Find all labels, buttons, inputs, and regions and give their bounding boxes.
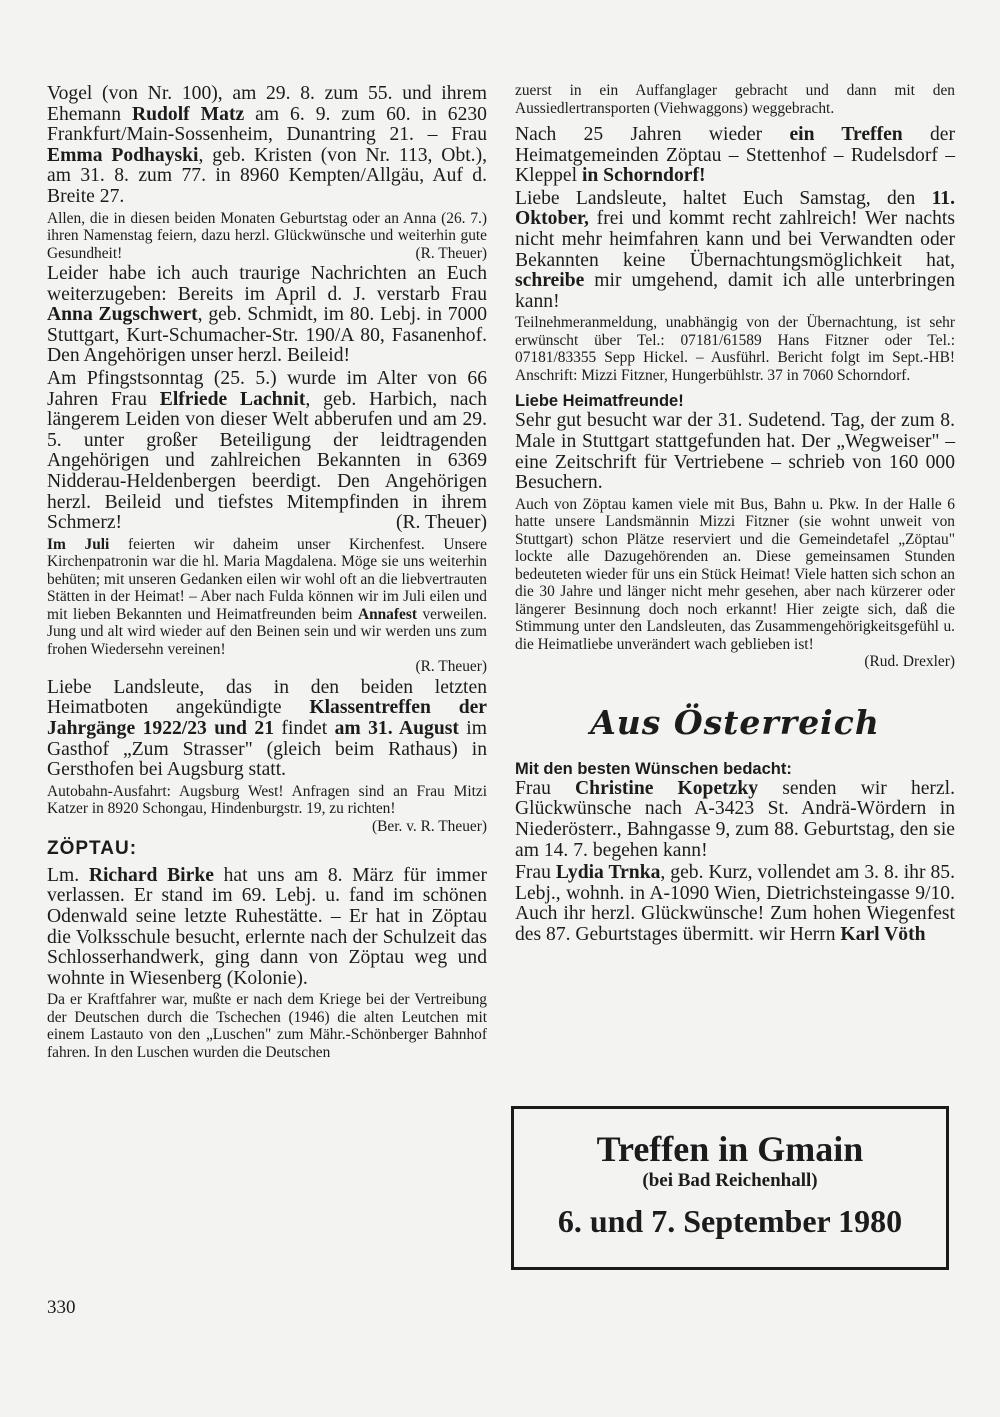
registration-paragraph: Teilnehmeranmeldung, unabhängig von der Übernachtung, ist sehr erwünscht über Tel.: 07181/61589 Hans Fitzner oder Tel.: 07181/83355 Sepp Hickel. – Ausführl. Bericht folgt im Sept.-HB! Anschrift: Mizzi Fitzner, Hungerbühlstr. 37 in 7060 Schorndorf. (515, 314, 955, 384)
greeting-paragraph: Allen, die in diesen beiden Monaten Geburtstag oder an Anna (26. 7.) ihren Namenstag feiern, dazu herzl. Glückwünsche und weiterhin gute Gesundheit! (R. Theuer) (47, 209, 487, 262)
signature: (R. Theuer) (395, 512, 487, 534)
signature: (R. Theuer) (415, 244, 487, 262)
church-festival-paragraph: Im Juli feierten wir daheim unser Kirchenfest. Unsere Kirchenpatronin war die hl. Maria Magdalena. Möge sie uns weiterhin behüten; mit unseren Gedanken eilen wir wohl oft an die liebvertrauten Stätten in der Heimat! – Aber nach Fulda können wir im Juli eilen und mit lieben Bekannten und Heimatfreunden beim Annafest verweilen. Jung und alt wird wieder auf den Beinen sein und wir werden uns zum frohen Wiedersehn vereinen! (R. Theuer) (47, 535, 488, 676)
obituary-zugschwert: Leider habe ich auch traurige Nachrichten an Euch weiterzugeben: Bereits im April d. J. verstarb Frau Anna Zugschwert, geb. Schmidt, im 80. Lebj. in 7000 Stuttgart, Kurt-Schumacher-Str. 190/A 80, Fasanenhof. Den Angehörigen unser herzl. Beileid! (47, 263, 487, 367)
event-title: Treffen in Gmain (596, 1129, 864, 1169)
meeting-announcement: Nach 25 Jahren wieder ein Treffen der Heimatgemeinden Zöptau – Stettenhof – Rudelsdorf – Kleppel in Schorndorf! (515, 124, 955, 187)
obituary-birke: Lm. Richard Birke hat uns am 8. März für immer verlassen. Er stand im 69. Lebj. u. fand im schönen Odenwald seine letzte Ruhestätte. – Er hat in Zöptau die Volksschule besucht, erlernte nach der Schulzeit das Schlosserhandwerk, ging dann von Zöptau weg und wohnte in Wiesenberg (Kolonie). (47, 864, 487, 989)
zoeptau-visitors-paragraph: Auch von Zöptau kamen viele mit Bus, Bahn u. Pkw. In der Halle 6 hatte unsere Landsmännin Mizzi Fitzner (sie wohnt unweit von Stuttgart) schon Plätze reserviert und die Gemeindetafel „Zöptau" lockte alle Dazugehörenden an. Diese gemeinsamen Stunden bedeuteten wieder für uns ein Stück Heimat! Viele hatten sich schon an die 30 Jahre und länger nicht mehr gesehen, aber nach kürzerer oder längerer Besinnung doch noch erkannt! Hier zeigte sich, daß die Stimmung unter den Landsleuten, das Zusammengehörigkeitsgefühl u. die Heimatliebe unverändert wach geblieben ist! (Rud. Drexler) (515, 495, 955, 671)
right-column (515, 82, 955, 945)
class-reunion-paragraph: Liebe Landsleute, das in den beiden letzten Heimatboten angekündigte Klassentreffen der Jahrgänge 1922/23 und 21 findet am 31. August im Gasthof „Zum Strasser" (gleich beim Rathaus) in Gersthofen bei Augsburg statt. (47, 676, 487, 781)
meeting-invitation: Liebe Landsleute, haltet Euch Samstag, den 11. Oktober, frei und kommt recht zahlreich! Wer nachts nicht mehr heimfahren kann und bei Verwandten oder Bekannten keine Übernachtungsmöglichkeit hat, schreibe mir umgehend, damit ich alle unterbringen kann! (515, 187, 955, 312)
subheading-best-wishes: Mit den besten Wünschen bedacht: (515, 759, 792, 778)
directions-paragraph: Autobahn-Ausfahrt: Augsburg West! Anfragen sind an Frau Mitzi Katzer in 8920 Schongau, Hindenburgstr. 19, zu richten! (Ber. v. R. Theuer) (47, 782, 487, 835)
event-date: 6. und 7. September 1980 (557, 1203, 903, 1239)
birthday-kopetzky: Frau Christine Kopetzky senden wir herzl. Glückwünsche nach A-3423 St. Andrä-Wördern in Niederösterr., Bahngasse 9, zum 88. Geburtstag, den sie am 14. 7. begehen kann! (515, 777, 955, 861)
signature: (R. Theuer) (415, 658, 487, 676)
event-announcement-box (511, 1106, 949, 1270)
page-number: 330 (47, 1297, 76, 1318)
signature: (Rud. Drexler) (864, 653, 955, 671)
birke-story-paragraph: Da er Kraftfahrer war, mußte er nach dem Kriege bei der Vertreibung der Deutschen durch die Tschechen (1946) die alten Leutchen mit einem Lastauto von den „Luschen" zum Mähr.-Schönberger Bahnhof fahren. In den Luschen wurden die Deutschen (47, 991, 487, 1061)
obituary-lachnit: Am Pfingstsonntag (25. 5.) wurde im Alter von 66 Jahren Frau Elfriede Lachnit, geb. Harbich, nach längerem Leiden von dieser Welt abberufen und am 29. 5. unter großer Beteiligung der leidtragenden Angehörigen und zahlreichen Bekannten in 6369 Nidderau-Heldenbergen beerdigt. Den Angehörigen herzl. Beileid und tiefstes Mitempfinden in ihrem Schmerz! (R. Theuer) (47, 368, 487, 534)
signature: (Ber. v. R. Theuer) (372, 817, 487, 835)
section-heading-zoeptau: ZÖPTAU: (47, 837, 138, 859)
continuation-paragraph: zuerst in ein Auffanglager gebracht und dann mit den Aussiedlertransporten (Viehwaggons) weggebracht. (515, 82, 955, 117)
sudetendeutscher-tag-paragraph: Sehr gut besucht war der 31. Sudetend. Tag, der zum 8. Male in Stuttgart stattgefunden hat. Der „Wegweiser" – eine Zeitschrift für Vertriebene – schrieb von 160 000 Besuchern. (515, 410, 955, 494)
birthday-trnka: Frau Lydia Trnka, geb. Kurz, vollendet am 3. 8. ihr 85. Lebj., wohnh. in A-1090 Wien, Dietrichsteingasse 9/10. Auch ihr herzl. Glückwünsche! Zum hohen Wiegenfest des 87. Geburtstages übermitt. wir Herrn Karl Vöth (515, 862, 955, 945)
section-heading-oesterreich: Aus Österreich (590, 702, 880, 742)
subheading-heimatfreunde: Liebe Heimatfreunde! (515, 392, 684, 411)
left-column (47, 84, 487, 1061)
event-location: (bei Bad Reichenhall) (642, 1170, 818, 1191)
birthday-paragraph: Vogel (von Nr. 100), am 29. 8. zum 55. und ihrem Ehemann Rudolf Matz am 6. 9. zum 60. in 6230 Frankfurt/Main-Sossenheim, Dunantring 21. – Frau Emma Podhayski, geb. Kristen (von Nr. 113, Obt.), am 31. 8. zum 77. in 8960 Kempten/Allgäu, Auf d. Breite 27. (47, 83, 488, 207)
